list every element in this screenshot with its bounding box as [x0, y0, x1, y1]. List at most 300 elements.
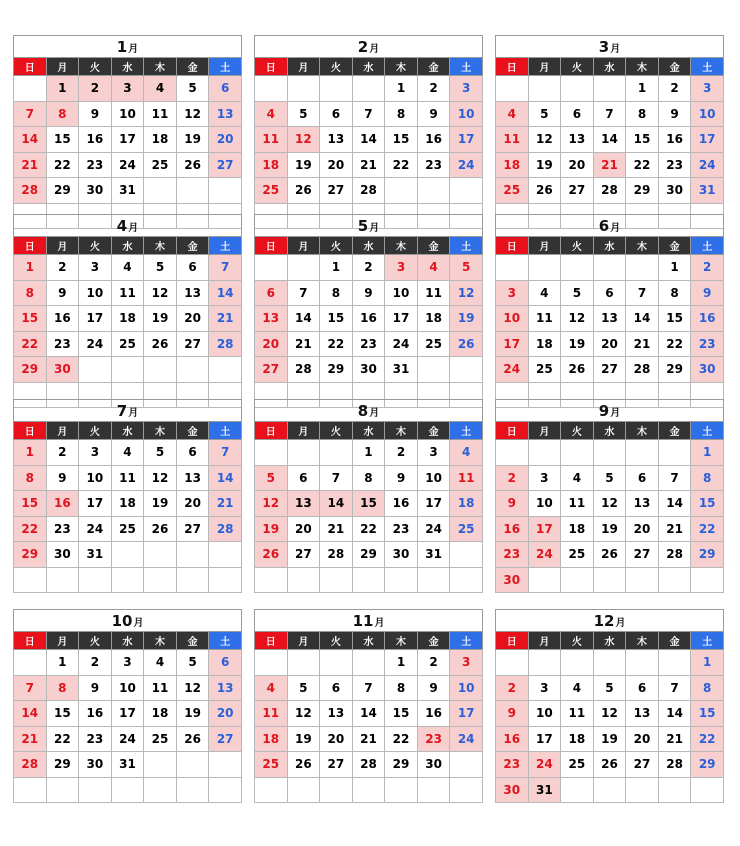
- day-cell: 16: [79, 127, 112, 153]
- empty-cell: [626, 567, 659, 593]
- empty-cell: [352, 650, 385, 676]
- weekday-header: 木: [144, 58, 177, 76]
- month-block: [495, 214, 724, 408]
- day-cell: 11: [255, 127, 288, 153]
- day-cell: 3: [111, 76, 144, 102]
- empty-cell: [417, 357, 450, 383]
- day-cell: 1: [14, 440, 47, 466]
- week-row: [14, 726, 242, 752]
- day-cell: 17: [450, 701, 483, 727]
- empty-cell: [287, 440, 320, 466]
- day-cell: 29: [14, 542, 47, 568]
- month-number: 10: [111, 612, 133, 630]
- day-cell: 23: [79, 726, 112, 752]
- day-cell: 16: [691, 306, 724, 332]
- weekday-header: 月: [528, 422, 561, 440]
- weekday-header: 火: [320, 422, 353, 440]
- month-grid: [495, 421, 724, 593]
- day-cell: 18: [450, 491, 483, 517]
- empty-cell: [658, 440, 691, 466]
- week-row: [255, 178, 483, 204]
- day-cell: 4: [417, 255, 450, 281]
- week-row: [14, 280, 242, 306]
- empty-cell: [593, 650, 626, 676]
- day-cell: 17: [496, 331, 529, 357]
- day-cell: 30: [496, 567, 529, 593]
- empty-cell: [144, 542, 177, 568]
- week-row: [496, 701, 724, 727]
- day-cell: 26: [176, 152, 209, 178]
- day-cell: 28: [14, 752, 47, 778]
- day-cell: 12: [144, 465, 177, 491]
- day-cell: 9: [417, 675, 450, 701]
- day-cell: 29: [691, 752, 724, 778]
- weekday-header: 金: [176, 237, 209, 255]
- weekday-header: 土: [209, 422, 242, 440]
- day-cell: 9: [691, 280, 724, 306]
- weekday-header: 火: [79, 237, 112, 255]
- empty-cell: [287, 650, 320, 676]
- empty-cell: [528, 440, 561, 466]
- day-cell: 15: [14, 491, 47, 517]
- weekday-header: 月: [528, 632, 561, 650]
- month-block: [495, 609, 724, 803]
- empty-cell: [561, 650, 594, 676]
- empty-cell: [417, 178, 450, 204]
- day-cell: 2: [79, 76, 112, 102]
- day-cell: 25: [144, 726, 177, 752]
- day-cell: 26: [287, 178, 320, 204]
- month-block: [495, 399, 724, 593]
- empty-cell: [46, 567, 79, 593]
- empty-cell: [287, 76, 320, 102]
- month-block: [13, 214, 242, 408]
- empty-cell: [209, 777, 242, 803]
- week-row: [496, 752, 724, 778]
- day-cell: 5: [528, 101, 561, 127]
- weekday-header: 水: [593, 237, 626, 255]
- month-suffix: 月: [133, 618, 144, 629]
- day-cell: 20: [209, 701, 242, 727]
- day-cell: 2: [658, 76, 691, 102]
- weekday-header: 日: [255, 237, 288, 255]
- day-cell: 6: [209, 76, 242, 102]
- day-cell: 6: [287, 465, 320, 491]
- day-cell: 12: [593, 491, 626, 517]
- month-grid: [254, 236, 483, 408]
- day-cell: 3: [79, 255, 112, 281]
- day-cell: 24: [450, 152, 483, 178]
- day-cell: 17: [691, 127, 724, 153]
- empty-cell: [626, 650, 659, 676]
- day-cell: 23: [496, 542, 529, 568]
- weekday-header: 土: [691, 237, 724, 255]
- day-cell: 17: [528, 726, 561, 752]
- empty-cell: [561, 777, 594, 803]
- month-number: 5: [357, 217, 369, 235]
- day-cell: 15: [14, 306, 47, 332]
- weekday-header: 木: [626, 422, 659, 440]
- day-cell: 29: [46, 752, 79, 778]
- day-cell: 1: [14, 255, 47, 281]
- day-cell: 24: [111, 726, 144, 752]
- empty-cell: [385, 777, 418, 803]
- day-cell: 8: [46, 675, 79, 701]
- day-cell: 10: [691, 101, 724, 127]
- day-cell: 8: [352, 465, 385, 491]
- empty-cell: [561, 76, 594, 102]
- day-cell: 3: [385, 255, 418, 281]
- day-cell: 31: [385, 357, 418, 383]
- week-row: [14, 255, 242, 281]
- day-cell: 27: [626, 542, 659, 568]
- day-cell: 19: [528, 152, 561, 178]
- empty-cell: [385, 567, 418, 593]
- day-cell: 20: [593, 331, 626, 357]
- day-cell: 22: [320, 331, 353, 357]
- day-cell: 15: [320, 306, 353, 332]
- empty-cell: [450, 542, 483, 568]
- week-row: [255, 542, 483, 568]
- weekday-header: 月: [46, 632, 79, 650]
- week-row: [496, 542, 724, 568]
- week-row: [14, 101, 242, 127]
- empty-cell: [593, 440, 626, 466]
- day-cell: 25: [111, 331, 144, 357]
- day-cell: 15: [658, 306, 691, 332]
- weekday-header: 土: [450, 422, 483, 440]
- weekday-header: 木: [626, 632, 659, 650]
- day-cell: 25: [496, 178, 529, 204]
- month-suffix: 月: [128, 44, 139, 55]
- day-cell: 12: [593, 701, 626, 727]
- empty-cell: [496, 76, 529, 102]
- weekday-header: 木: [385, 422, 418, 440]
- weekday-header: 日: [255, 58, 288, 76]
- day-cell: 2: [46, 440, 79, 466]
- weekday-header: 月: [46, 237, 79, 255]
- day-cell: 14: [287, 306, 320, 332]
- day-cell: 26: [450, 331, 483, 357]
- day-cell: 22: [46, 726, 79, 752]
- day-cell: 9: [496, 701, 529, 727]
- day-cell: 2: [417, 650, 450, 676]
- weekday-header: 木: [385, 632, 418, 650]
- day-cell: 17: [111, 127, 144, 153]
- day-cell: 27: [255, 357, 288, 383]
- day-cell: 9: [385, 465, 418, 491]
- day-cell: 26: [287, 752, 320, 778]
- day-cell: 7: [626, 280, 659, 306]
- week-row: [496, 76, 724, 102]
- day-cell: 10: [496, 306, 529, 332]
- weekday-header: 金: [176, 422, 209, 440]
- day-cell: 1: [46, 76, 79, 102]
- weekday-header: 月: [287, 632, 320, 650]
- empty-cell: [593, 567, 626, 593]
- weekday-header: 火: [320, 58, 353, 76]
- month-title: [254, 399, 483, 421]
- week-row: [255, 701, 483, 727]
- day-cell: 9: [658, 101, 691, 127]
- empty-cell: [320, 76, 353, 102]
- empty-cell: [593, 777, 626, 803]
- day-cell: 1: [658, 255, 691, 281]
- day-cell: 17: [79, 306, 112, 332]
- day-cell: 5: [176, 650, 209, 676]
- day-cell: 14: [658, 491, 691, 517]
- day-cell: 8: [14, 465, 47, 491]
- day-cell: 1: [46, 650, 79, 676]
- week-row: [255, 752, 483, 778]
- day-cell: 30: [79, 752, 112, 778]
- week-row: [14, 440, 242, 466]
- empty-cell: [658, 650, 691, 676]
- day-cell: 13: [255, 306, 288, 332]
- week-row: [255, 127, 483, 153]
- month-number: 2: [357, 38, 369, 56]
- empty-cell: [691, 567, 724, 593]
- day-cell: 18: [255, 152, 288, 178]
- month-title: [495, 35, 724, 57]
- day-cell: 19: [287, 152, 320, 178]
- weekday-header: 木: [144, 422, 177, 440]
- month-grid: [254, 631, 483, 803]
- weekday-header: 火: [561, 237, 594, 255]
- week-row: [14, 542, 242, 568]
- weekday-header: 木: [385, 58, 418, 76]
- empty-cell: [626, 777, 659, 803]
- weekday-header: 水: [111, 422, 144, 440]
- day-cell: 20: [320, 152, 353, 178]
- weekday-header: 金: [417, 58, 450, 76]
- month-suffix: 月: [610, 408, 621, 419]
- day-cell: 21: [658, 516, 691, 542]
- day-cell: 23: [658, 152, 691, 178]
- week-row: [14, 465, 242, 491]
- empty-cell: [79, 357, 112, 383]
- day-cell: 23: [417, 726, 450, 752]
- day-cell: 2: [496, 675, 529, 701]
- day-cell: 31: [417, 542, 450, 568]
- day-cell: 25: [144, 152, 177, 178]
- day-cell: 21: [320, 516, 353, 542]
- day-cell: 19: [144, 491, 177, 517]
- day-cell: 11: [496, 127, 529, 153]
- week-row: [14, 701, 242, 727]
- empty-cell: [14, 76, 47, 102]
- day-cell: 29: [658, 357, 691, 383]
- day-cell: 16: [496, 516, 529, 542]
- day-cell: 19: [176, 127, 209, 153]
- day-cell: 16: [352, 306, 385, 332]
- month-block: [254, 214, 483, 408]
- day-cell: 26: [144, 516, 177, 542]
- day-cell: 22: [385, 726, 418, 752]
- day-cell: 25: [111, 516, 144, 542]
- day-cell: 19: [450, 306, 483, 332]
- weekday-header: 土: [691, 58, 724, 76]
- day-cell: 21: [14, 152, 47, 178]
- day-cell: 15: [46, 701, 79, 727]
- day-cell: 6: [593, 280, 626, 306]
- day-cell: 26: [176, 726, 209, 752]
- week-row: [496, 127, 724, 153]
- day-cell: 14: [14, 127, 47, 153]
- day-cell: 12: [450, 280, 483, 306]
- week-row: [255, 255, 483, 281]
- empty-cell: [352, 567, 385, 593]
- empty-cell: [352, 777, 385, 803]
- day-cell: 14: [209, 280, 242, 306]
- day-cell: 23: [385, 516, 418, 542]
- day-cell: 9: [496, 491, 529, 517]
- day-cell: 11: [561, 491, 594, 517]
- week-row: [496, 675, 724, 701]
- day-cell: 24: [496, 357, 529, 383]
- day-cell: 7: [287, 280, 320, 306]
- day-cell: 24: [111, 152, 144, 178]
- weekday-header: 月: [287, 58, 320, 76]
- day-cell: 20: [255, 331, 288, 357]
- day-cell: 27: [209, 726, 242, 752]
- day-cell: 12: [287, 127, 320, 153]
- day-cell: 3: [450, 650, 483, 676]
- day-cell: 11: [111, 280, 144, 306]
- month-block: [13, 609, 242, 803]
- empty-cell: [496, 440, 529, 466]
- day-cell: 26: [593, 752, 626, 778]
- day-cell: 23: [46, 331, 79, 357]
- day-cell: 4: [255, 101, 288, 127]
- weekday-header: 土: [450, 632, 483, 650]
- weekday-header: 水: [352, 58, 385, 76]
- day-cell: 28: [320, 542, 353, 568]
- week-row: [496, 357, 724, 383]
- day-cell: 1: [691, 650, 724, 676]
- day-cell: 13: [626, 491, 659, 517]
- day-cell: 27: [626, 752, 659, 778]
- day-cell: 19: [593, 516, 626, 542]
- day-cell: 11: [111, 465, 144, 491]
- day-cell: 7: [14, 101, 47, 127]
- empty-cell: [593, 76, 626, 102]
- day-cell: 20: [176, 491, 209, 517]
- weekday-header: 土: [691, 632, 724, 650]
- day-cell: 2: [417, 76, 450, 102]
- empty-cell: [144, 777, 177, 803]
- month-grid: [495, 631, 724, 803]
- week-row: [14, 152, 242, 178]
- empty-cell: [450, 178, 483, 204]
- empty-cell: [46, 777, 79, 803]
- empty-cell: [561, 440, 594, 466]
- empty-cell: [176, 542, 209, 568]
- week-row: [255, 516, 483, 542]
- month-number: 3: [598, 38, 610, 56]
- empty-cell: [79, 777, 112, 803]
- week-row: [255, 306, 483, 332]
- empty-cell: [320, 567, 353, 593]
- day-cell: 10: [528, 701, 561, 727]
- day-cell: 4: [144, 650, 177, 676]
- day-cell: 14: [352, 701, 385, 727]
- day-cell: 16: [385, 491, 418, 517]
- week-row: [255, 675, 483, 701]
- weekday-header: 火: [79, 58, 112, 76]
- weekday-header: 日: [496, 237, 529, 255]
- weekday-header: 金: [658, 58, 691, 76]
- week-row: [14, 516, 242, 542]
- weekday-header: 金: [658, 422, 691, 440]
- weekday-header: 水: [593, 422, 626, 440]
- day-cell: 24: [450, 726, 483, 752]
- day-cell: 30: [46, 357, 79, 383]
- day-cell: 26: [528, 178, 561, 204]
- weekday-header: 金: [176, 58, 209, 76]
- day-cell: 4: [255, 675, 288, 701]
- week-row: [496, 152, 724, 178]
- weekday-header: 月: [287, 422, 320, 440]
- day-cell: 22: [626, 152, 659, 178]
- weekday-header-row: [255, 422, 483, 440]
- week-row: [14, 752, 242, 778]
- empty-cell: [111, 567, 144, 593]
- month-suffix: 月: [374, 618, 385, 629]
- day-cell: 21: [352, 152, 385, 178]
- week-row: [14, 357, 242, 383]
- day-cell: 8: [626, 101, 659, 127]
- week-row: [255, 567, 483, 593]
- day-cell: 18: [144, 127, 177, 153]
- day-cell: 3: [111, 650, 144, 676]
- month-suffix: 月: [610, 223, 621, 234]
- day-cell: 5: [593, 465, 626, 491]
- day-cell: 31: [111, 752, 144, 778]
- day-cell: 13: [320, 701, 353, 727]
- day-cell: 25: [255, 752, 288, 778]
- weekday-header: 土: [450, 58, 483, 76]
- weekday-header-row: [255, 632, 483, 650]
- empty-cell: [626, 440, 659, 466]
- day-cell: 21: [352, 726, 385, 752]
- month-title: [495, 214, 724, 236]
- month-grid: [495, 57, 724, 229]
- day-cell: 19: [176, 701, 209, 727]
- day-cell: 24: [691, 152, 724, 178]
- weekday-header-row: [496, 632, 724, 650]
- day-cell: 8: [385, 101, 418, 127]
- day-cell: 16: [417, 701, 450, 727]
- empty-cell: [528, 567, 561, 593]
- day-cell: 14: [352, 127, 385, 153]
- day-cell: 2: [385, 440, 418, 466]
- day-cell: 11: [561, 701, 594, 727]
- empty-cell: [320, 650, 353, 676]
- day-cell: 29: [691, 542, 724, 568]
- day-cell: 11: [144, 675, 177, 701]
- day-cell: 15: [46, 127, 79, 153]
- month-number: 11: [352, 612, 374, 630]
- day-cell: 27: [561, 178, 594, 204]
- weekday-header: 火: [320, 237, 353, 255]
- day-cell: 3: [528, 465, 561, 491]
- day-cell: 1: [691, 440, 724, 466]
- day-cell: 4: [111, 440, 144, 466]
- day-cell: 1: [385, 76, 418, 102]
- week-row: [14, 777, 242, 803]
- day-cell: 30: [691, 357, 724, 383]
